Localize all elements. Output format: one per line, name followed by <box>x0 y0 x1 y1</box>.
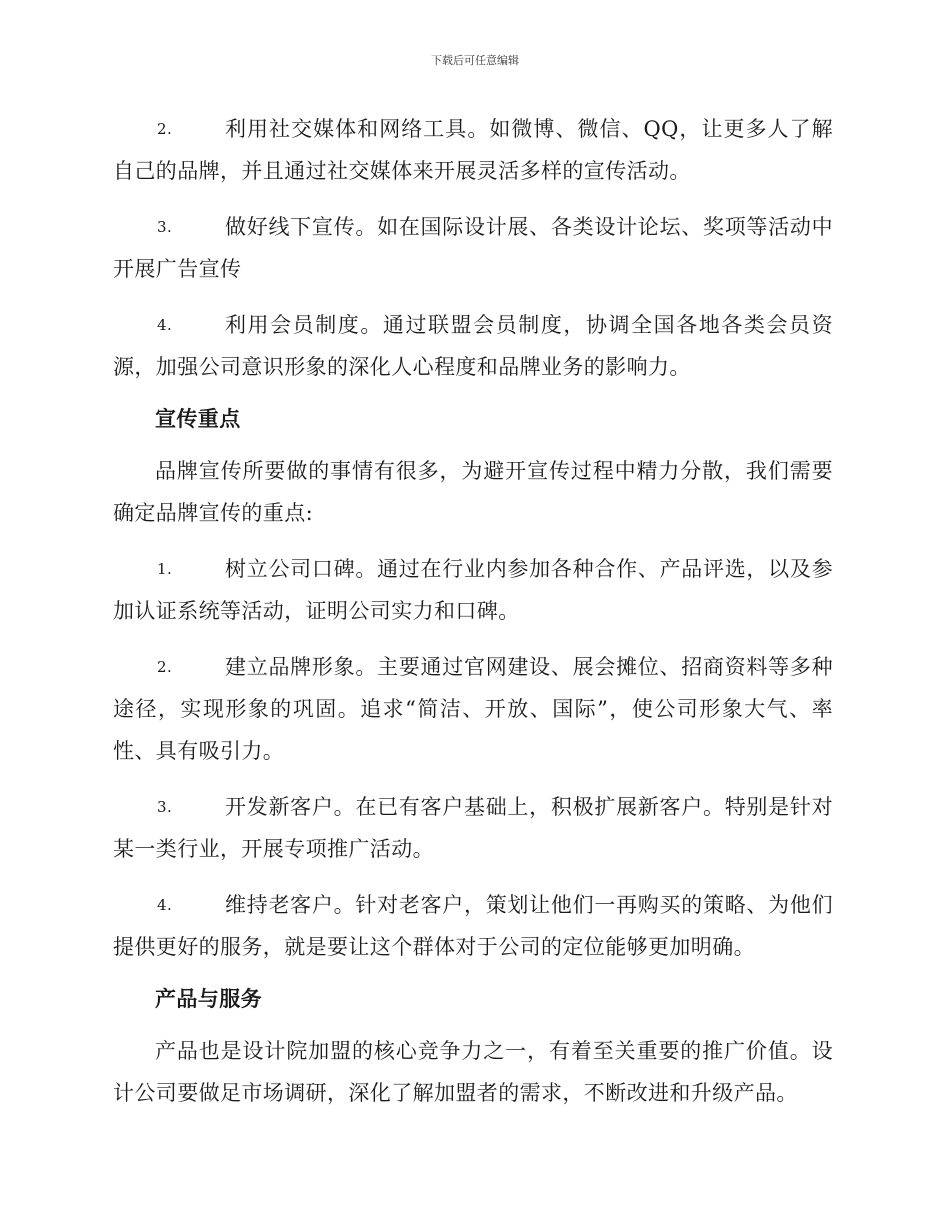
body-paragraph: 产品也是设计院加盟的核心竞争力之一，有着至关重要的推广价值。设计公司要做足市场调研，深化了解加盟者的需求，不断改进和升级产品。 <box>113 1039 833 1105</box>
list-item-text: 开发新客户。在已有客户基础上，积极扩展新客户。特别是针对某一类行业，开展专项推广活动。 <box>113 795 833 861</box>
list-item-text: 做好线下宣传。如在国际设计展、各类设计论坛、奖项等活动中开展广告宣传 <box>113 215 833 281</box>
list-item <box>113 108 833 192</box>
list-number: 4. <box>157 316 173 334</box>
list-item-text: 利用会员制度。通过联盟会员制度，协调全国各地各类会员资源，加强公司意识形象的深化人心程度和品牌业务的影响力。 <box>113 313 833 379</box>
list-item-text: 建立品牌形象。主要通过官网建设、展会摊位、招商资料等多种途径，实现形象的巩固。追求“简洁、开放、国际”，使公司形象大气、率性、具有吸引力。 <box>113 655 833 763</box>
body-paragraph: 品牌宣传所要做的事情有很多，为避开宣传过程中精力分散，我们需要确定品牌宣传的重点: <box>113 459 833 525</box>
section-heading-publicity-focus: 宣传重点 <box>155 406 241 431</box>
list-item <box>113 646 833 772</box>
document-body <box>113 108 833 1114</box>
list-item-text: 树立公司口碑。通过在行业内参加各种合作、产品评选，以及参加认证系统等活动，证明公司实力和口碑。 <box>113 557 833 623</box>
list-number: 1. <box>157 560 173 578</box>
list-item <box>113 304 833 388</box>
list-number: 3. <box>157 218 173 236</box>
list-number: 2. <box>157 120 173 138</box>
list-item-text: 维持老客户。针对老客户，策划让他们一再购买的策略、为他们提供更好的服务，就是要让这个群体对于公司的定位能够更加明确。 <box>113 893 833 959</box>
section-heading-products-services: 产品与服务 <box>155 986 262 1011</box>
list-number: 2. <box>157 658 173 676</box>
list-number: 3. <box>157 798 173 816</box>
list-item <box>113 786 833 870</box>
list-item <box>113 548 833 632</box>
list-item <box>113 884 833 968</box>
list-number: 4. <box>157 896 173 914</box>
list-item <box>113 206 833 290</box>
list-item-text: 利用社交媒体和网络工具。如微博、微信、QQ，让更多人了解自己的品牌，并且通过社交媒体来开展灵活多样的宣传活动。 <box>113 117 833 183</box>
page-header: 下载后可任意编辑 <box>431 54 519 67</box>
